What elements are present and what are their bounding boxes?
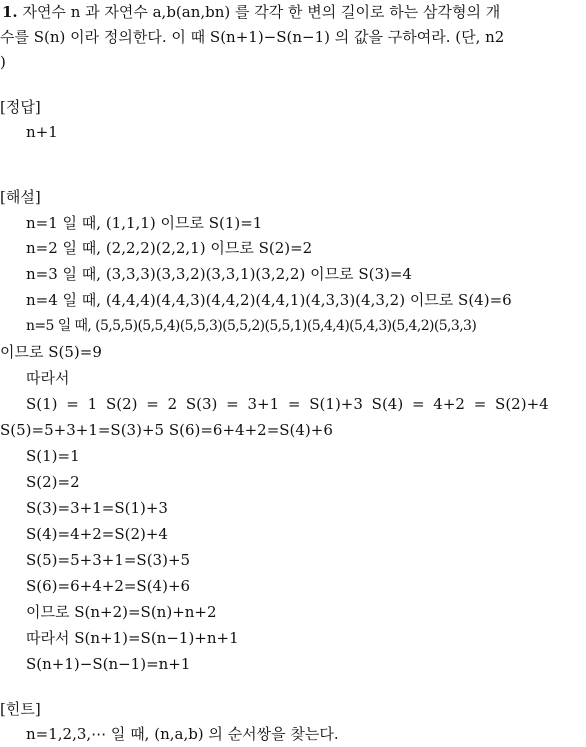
explanation-line: S(4)=4+2=S(2)+4 bbox=[26, 525, 168, 543]
explanation-line: S(2)=2 bbox=[26, 473, 80, 491]
explanation-line: 따라서 S(n+1)=S(n−1)+n+1 bbox=[26, 629, 239, 647]
explanation-line: n=2 일 때, (2,2,2)(2,2,1) 이므로 S(2)=2 bbox=[26, 239, 313, 257]
explanation-line: n=5 일 때, (5,5,5)(5,5,4)(5,5,3)(5,5,2)(5,5,1)(5,4,4)(5,4,3)(5,4,2)(5,3,3) bbox=[26, 318, 477, 334]
problem-text-line-3: ) bbox=[0, 53, 6, 71]
explanation-line: S(6)=6+4+2=S(4)+6 bbox=[26, 577, 191, 595]
explanation-line: n=3 일 때, (3,3,3)(3,3,2)(3,3,1)(3,2,2) 이므로 S(3)=4 bbox=[26, 265, 412, 283]
explanation-line: S(3)=3+1=S(1)+3 bbox=[26, 499, 168, 517]
explanation-line: 이므로 S(n+2)=S(n)+n+2 bbox=[26, 603, 217, 621]
explanation-line: S(1)=1 bbox=[26, 447, 80, 465]
problem-text-line-1: 자연수 n 과 자연수 a,b(an,bn) 를 각각 한 변의 길이로 하는 삼각형의 개 bbox=[22, 3, 501, 21]
hint-header: [힌트] bbox=[0, 700, 41, 718]
problem-number: 1. bbox=[2, 3, 18, 21]
answer-value: n+1 bbox=[26, 123, 58, 141]
explanation-header: [해설] bbox=[0, 188, 41, 206]
problem-first-line bbox=[2, 0, 500, 25]
explanation-line: n=4 일 때, (4,4,4)(4,4,3)(4,4,2)(4,4,1)(4,3,3)(4,3,2) 이므로 S(4)=6 bbox=[26, 291, 512, 309]
explanation-line: 따라서 bbox=[26, 369, 70, 387]
explanation-line: S(5)=5+3+1=S(3)+5 bbox=[26, 551, 191, 569]
explanation-line: S(5)=5+3+1=S(3)+5 S(6)=6+4+2=S(4)+6 bbox=[0, 421, 333, 439]
explanation-line: S(1) = 1 S(2) = 2 S(3) = 3+1 = S(1)+3 S(4) = 4+2 = S(2)+4 bbox=[26, 395, 549, 413]
problem-text-line-2: 수를 S(n) 이라 정의한다. 이 때 S(n+1)−S(n−1) 의 값을 구하여라. (단, n2 bbox=[0, 28, 505, 46]
explanation-line: 이므로 S(5)=9 bbox=[0, 343, 102, 361]
answer-header: [정답] bbox=[0, 98, 41, 116]
explanation-line: S(n+1)−S(n−1)=n+1 bbox=[26, 655, 191, 673]
explanation-line: n=1 일 때, (1,1,1) 이므로 S(1)=1 bbox=[26, 214, 263, 232]
hint-value: n=1,2,3,⋯ 일 때, (n,a,b) 의 순서쌍을 찾는다. bbox=[26, 725, 339, 743]
